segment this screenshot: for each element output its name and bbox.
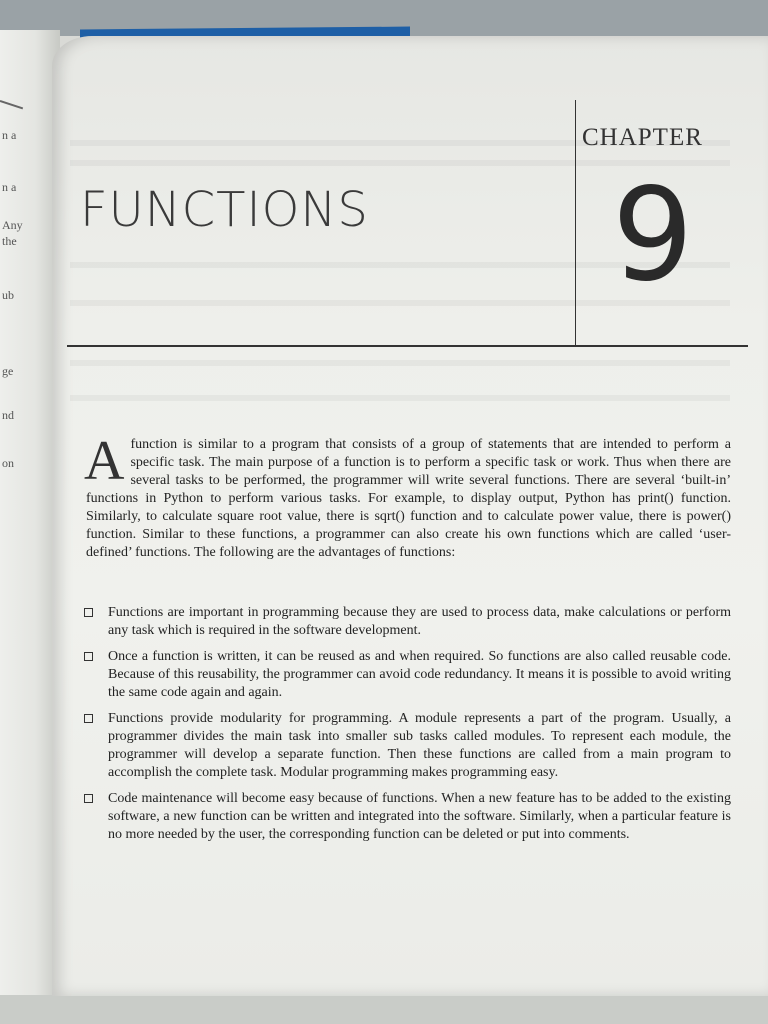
checkbox-bullet-icon (84, 652, 93, 661)
chapter-title: FUNCTIONS (80, 182, 369, 238)
list-item (86, 604, 731, 640)
left-fragment: n a (2, 180, 17, 194)
left-page-rule (0, 100, 23, 109)
checkbox-bullet-icon (84, 794, 93, 803)
left-fragment: nd (2, 408, 14, 422)
list-item (86, 648, 731, 702)
list-item (86, 790, 731, 844)
left-fragment: ub (2, 288, 14, 302)
left-fragment: n a (2, 128, 17, 142)
left-fragment: the (2, 234, 17, 248)
chapter-number: 9 (612, 161, 694, 310)
intro-text: function is similar to a program that consists of a group of statements that are intended to perform a specific task. The main purpose of a function is to perform a specific task or work. Thus when there are several tasks to be performed, the programmer will write several functions. There are several ‘built-in’ functions in Python to perform various tasks. For example, to display output, Python has print() function. Similarly, to calculate square root value, there is sqrt() function and to calculate power value, there is power() function. Similar to these functions, a programmer can also create his own functions which are called ‘user-defined’ functions. The following are the advantages of functions: (86, 437, 731, 560)
left-fragment: Any (2, 218, 23, 232)
chapter-label: CHAPTER (582, 124, 703, 151)
left-fragment: on (2, 456, 14, 470)
drop-cap: A (84, 430, 125, 492)
advantages-list (86, 604, 731, 852)
left-fragment: ge (2, 364, 14, 378)
background-bottom (0, 994, 768, 1024)
list-item (86, 710, 731, 782)
list-item-text: Functions provide modularity for programming. A module represents a part of the program. Usually, a programmer divides the main task into smaller sub tasks called modules. To represent each module, the programmer will develop a separate function. Then these functions are called from a main program to accomplish the complete task. Modular programming makes programming easy. (108, 711, 731, 780)
list-item-text: Functions are important in programming because they are used to process data, make calculations or perform any task which is required in the software development. (108, 605, 731, 638)
chapter-divider-horizontal (67, 345, 748, 347)
left-page-edge (0, 30, 60, 995)
checkbox-bullet-icon (84, 714, 93, 723)
show-through (70, 395, 730, 401)
chapter-divider-vertical (575, 100, 576, 345)
list-item-text: Once a function is written, it can be reused as and when required. So functions are also called reusable code. Because of this reusability, the programmer can avoid code redundancy. It means it is possible to avoid writing the same code again and again. (108, 649, 731, 700)
checkbox-bullet-icon (84, 608, 93, 617)
list-item-text: Code maintenance will become easy because of functions. When a new feature has to be added to the existing software, a new function can be written and integrated into the software. Similarly, when a particular feature is no more needed by the user, the corresponding function can be deleted or put into comments. (108, 791, 731, 842)
intro-paragraph (84, 430, 731, 562)
show-through (70, 360, 730, 366)
background-top (0, 0, 768, 36)
